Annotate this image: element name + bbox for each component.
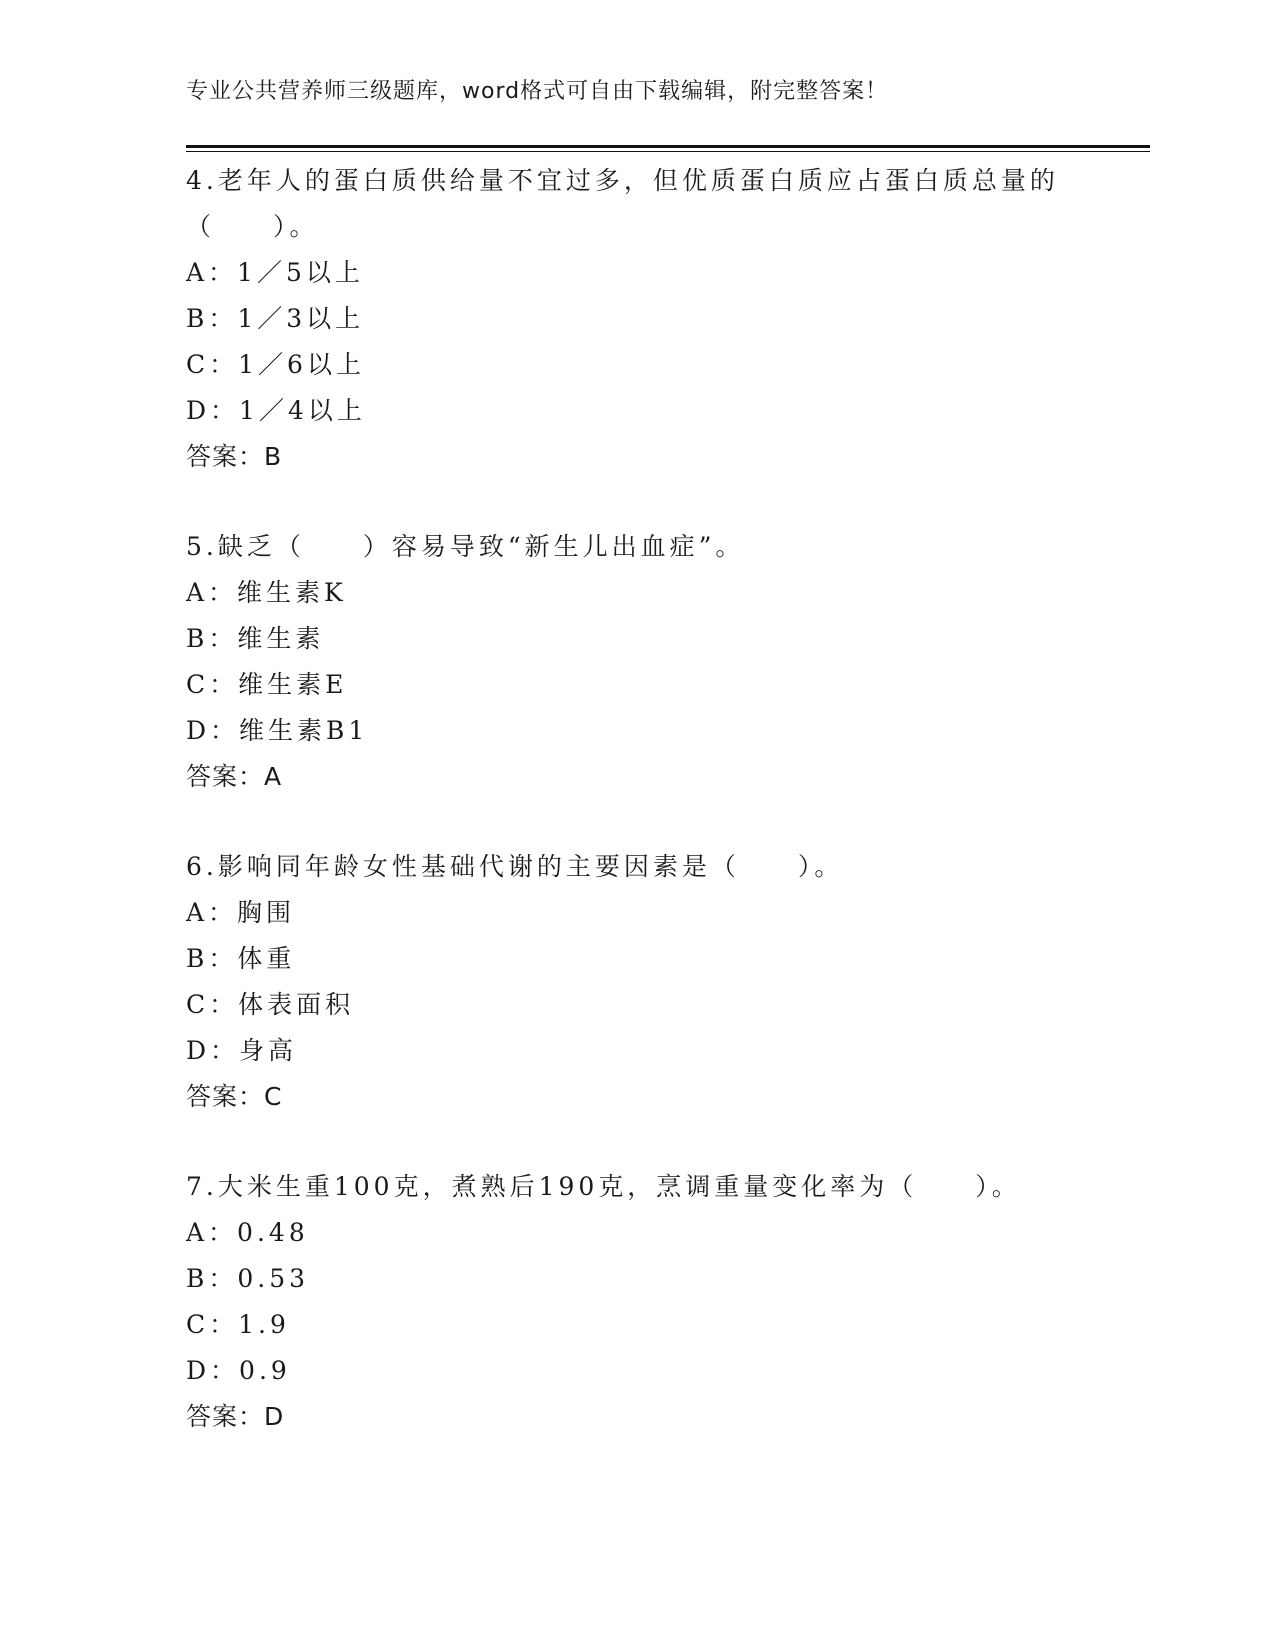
question-stem: 5.缺乏（ ）容易导致“新生儿出血症”。: [186, 532, 745, 561]
option-b: B：1／3以上: [186, 304, 365, 333]
header-rule-thin: [186, 151, 1150, 152]
answer: 答案：C: [186, 1082, 283, 1111]
page-header: 专业公共营养师三级题库，word格式可自由下载编辑，附完整答案！: [186, 79, 889, 104]
option-c: C：维生素E: [186, 670, 348, 699]
option-a: A：维生素K: [186, 578, 347, 607]
option-c: C：1.9: [186, 1310, 290, 1339]
answer: 答案：B: [186, 442, 283, 471]
option-b: B：体重: [186, 944, 296, 973]
question-7: [186, 1164, 1106, 1440]
option-a: A：1／5以上: [186, 258, 364, 287]
option-d: D：1／4以上: [186, 396, 366, 425]
question-stem: 4.老年人的蛋白质供给量不宜过多，但优质蛋白质应占蛋白质总量的: [186, 166, 1059, 195]
question-list: [186, 158, 1106, 1484]
option-b: B：维生素: [186, 624, 325, 653]
option-c: C：1／6以上: [186, 350, 365, 379]
option-a: A：胸围: [186, 898, 296, 927]
option-b: B：0.53: [186, 1264, 310, 1293]
question-4: [186, 158, 1106, 480]
option-d: D：维生素B1: [186, 716, 369, 745]
option-a: A：0.48: [186, 1218, 309, 1247]
question-stem: 6.影响同年龄女性基础代谢的主要因素是（ ）。: [186, 852, 844, 881]
question-6: [186, 844, 1106, 1120]
answer: 答案：D: [186, 1402, 285, 1431]
header-rule-thick: [186, 145, 1150, 148]
question-5: [186, 524, 1106, 800]
answer: 答案：A: [186, 762, 283, 791]
question-stem: 7.大米生重100克，煮熟后190克，烹调重量变化率为（ ）。: [186, 1172, 1021, 1201]
option-c: C：体表面积: [186, 990, 355, 1019]
option-d: D：身高: [186, 1036, 298, 1065]
question-stem-continued: （ ）。: [186, 212, 319, 241]
option-d: D：0.9: [186, 1356, 291, 1385]
